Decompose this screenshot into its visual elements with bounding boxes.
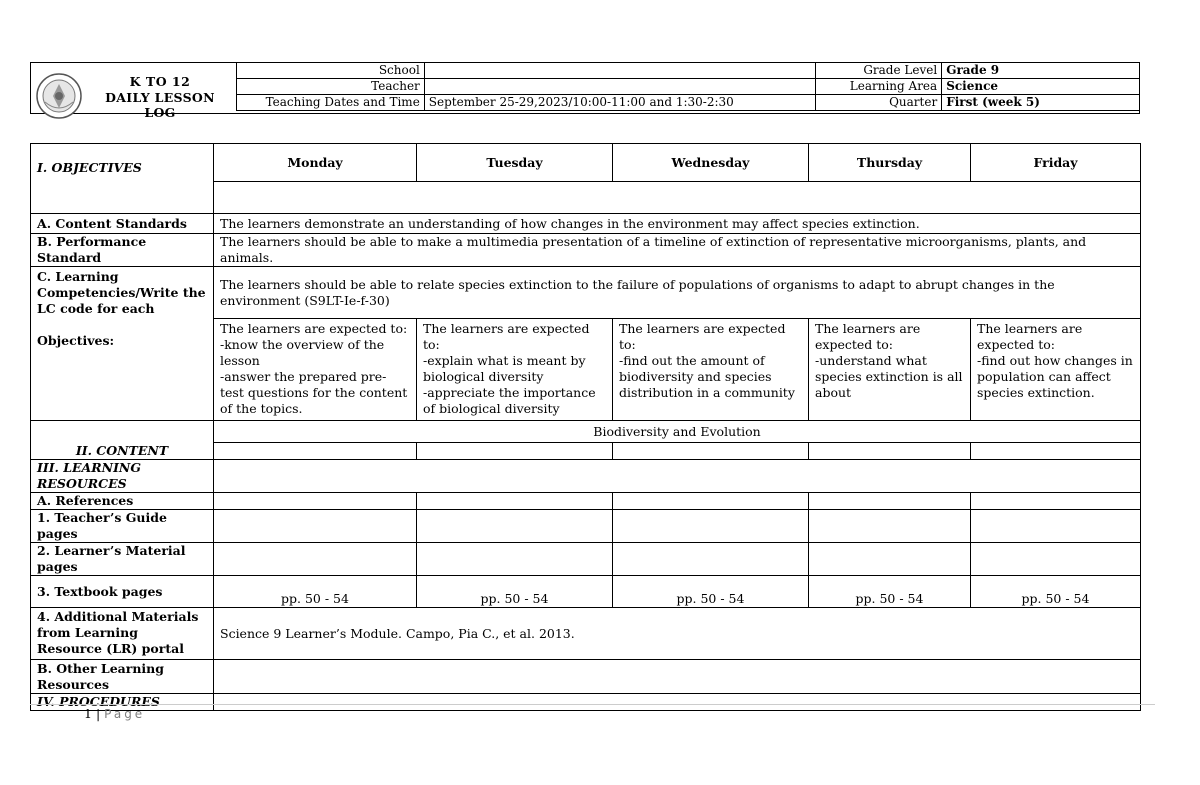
title-daily-lesson-log: DAILY LESSON LOG (105, 90, 215, 120)
tg-monday (214, 510, 417, 543)
textbook-pages-label: 3. Textbook pages (31, 576, 214, 608)
title-k-to-12: K TO 12 (129, 74, 191, 89)
objective-monday: The learners are expected to: -know the overview of the lesson -answer the prepared pre-test questions for the content of the topics. (214, 319, 417, 421)
footer-divider (30, 704, 1155, 705)
lesson-log-table (30, 143, 1141, 711)
learning-area-label: Learning Area (816, 79, 942, 95)
day-header-tuesday: Tuesday (417, 144, 613, 182)
references-thursday (809, 493, 971, 510)
teachers-guide-label: 1. Teacher’s Guide pages (31, 510, 214, 543)
tg-thursday (809, 510, 971, 543)
page-word: Page (104, 707, 146, 721)
content-thursday (809, 443, 971, 460)
performance-standard-label: B. Performance Standard (31, 234, 214, 267)
other-resources-blank (214, 660, 1141, 694)
other-resources-label: B. Other Learning Resources (31, 660, 214, 694)
objectives-label: Objectives: (37, 333, 115, 348)
procedures-blank (214, 694, 1141, 711)
textbook-pages-monday: pp. 50 - 54 (214, 576, 417, 608)
learning-competencies-cell (31, 267, 214, 421)
content-friday (971, 443, 1141, 460)
day-header-wednesday: Wednesday (613, 144, 809, 182)
teacher-label: Teacher (237, 79, 425, 95)
page-footer (84, 706, 145, 721)
textbook-pages-friday: pp. 50 - 54 (971, 576, 1141, 608)
quarter-label: Quarter (816, 95, 942, 111)
objectives-heading: I. OBJECTIVES (31, 144, 214, 214)
quarter-value: First (week 5) (942, 95, 1140, 111)
lm-thursday (809, 543, 971, 576)
additional-materials-label: 4. Additional Materials from Learning Resource (LR) portal (31, 608, 214, 660)
learning-competencies-label: C. Learning Competencies/Write the LC code for each (37, 269, 206, 316)
content-topic: Biodiversity and Evolution (214, 421, 1141, 443)
textbook-pages-tuesday: pp. 50 - 54 (417, 576, 613, 608)
grade-level-label: Grade Level (816, 63, 942, 79)
learning-area-value: Science (942, 79, 1140, 95)
content-standards-label: A. Content Standards (31, 214, 214, 234)
deped-seal-icon (35, 72, 83, 120)
school-label: School (237, 63, 425, 79)
day-header-monday: Monday (214, 144, 417, 182)
lm-tuesday (417, 543, 613, 576)
textbook-pages-thursday: pp. 50 - 54 (809, 576, 971, 608)
learning-resources-blank (214, 460, 1141, 493)
content-wednesday (613, 443, 809, 460)
lm-wednesday (613, 543, 809, 576)
additional-materials-text: Science 9 Learner’s Module. Campo, Pia C., et al. 2013. (214, 608, 1141, 660)
textbook-pages-wednesday: pp. 50 - 54 (613, 576, 809, 608)
page-number: 1 (84, 706, 92, 721)
references-tuesday (417, 493, 613, 510)
references-monday (214, 493, 417, 510)
objective-wednesday: The learners are expected to: -find out the amount of biodiversity and species distribution in a community (613, 319, 809, 421)
teaching-dates-value: September 25-29,2023/10:00-11:00 and 1:30-2:30 (424, 95, 816, 111)
content-tuesday (417, 443, 613, 460)
day-header-friday: Friday (971, 144, 1141, 182)
tg-friday (971, 510, 1141, 543)
references-wednesday (613, 493, 809, 510)
teaching-dates-label: Teaching Dates and Time (237, 95, 425, 111)
grade-level-value: Grade 9 (942, 63, 1140, 79)
tg-wednesday (613, 510, 809, 543)
procedures-heading: IV. PROCEDURES (31, 694, 214, 711)
lm-friday (971, 543, 1141, 576)
content-heading: II. CONTENT (31, 421, 214, 460)
learners-material-label: 2. Learner’s Material pages (31, 543, 214, 576)
school-value (424, 63, 816, 79)
learning-resources-heading: III. LEARNING RESOURCES (31, 460, 214, 493)
teacher-value (424, 79, 816, 95)
references-friday (971, 493, 1141, 510)
header-info-table (236, 62, 1140, 111)
day-header-thursday: Thursday (809, 144, 971, 182)
lm-monday (214, 543, 417, 576)
references-label: A. References (31, 493, 214, 510)
learning-competencies-text: The learners should be able to relate species extinction to the failure of populations of organisms to adapt to abrupt changes in the environment (S9LT-Ie-f-30) (214, 267, 1141, 319)
objective-tuesday: The learners are expected to: -explain what is meant by biological diversity -appreciate the importance of biological diversity (417, 319, 613, 421)
page-separator: | (95, 706, 101, 721)
content-standards-text: The learners demonstrate an understanding of how changes in the environment may affect species extinction. (214, 214, 1141, 234)
performance-standard-text: The learners should be able to make a multimedia presentation of a timeline of extinction of representative microorganisms, plants, and animals. (214, 234, 1141, 267)
objective-thursday: The learners are expected to: -understand what species extinction is all about (809, 319, 971, 421)
objective-friday: The learners are expected to: -find out how changes in population can affect species extinction. (971, 319, 1141, 421)
tg-tuesday (417, 510, 613, 543)
objectives-blank-row (214, 182, 1141, 214)
content-monday (214, 443, 417, 460)
